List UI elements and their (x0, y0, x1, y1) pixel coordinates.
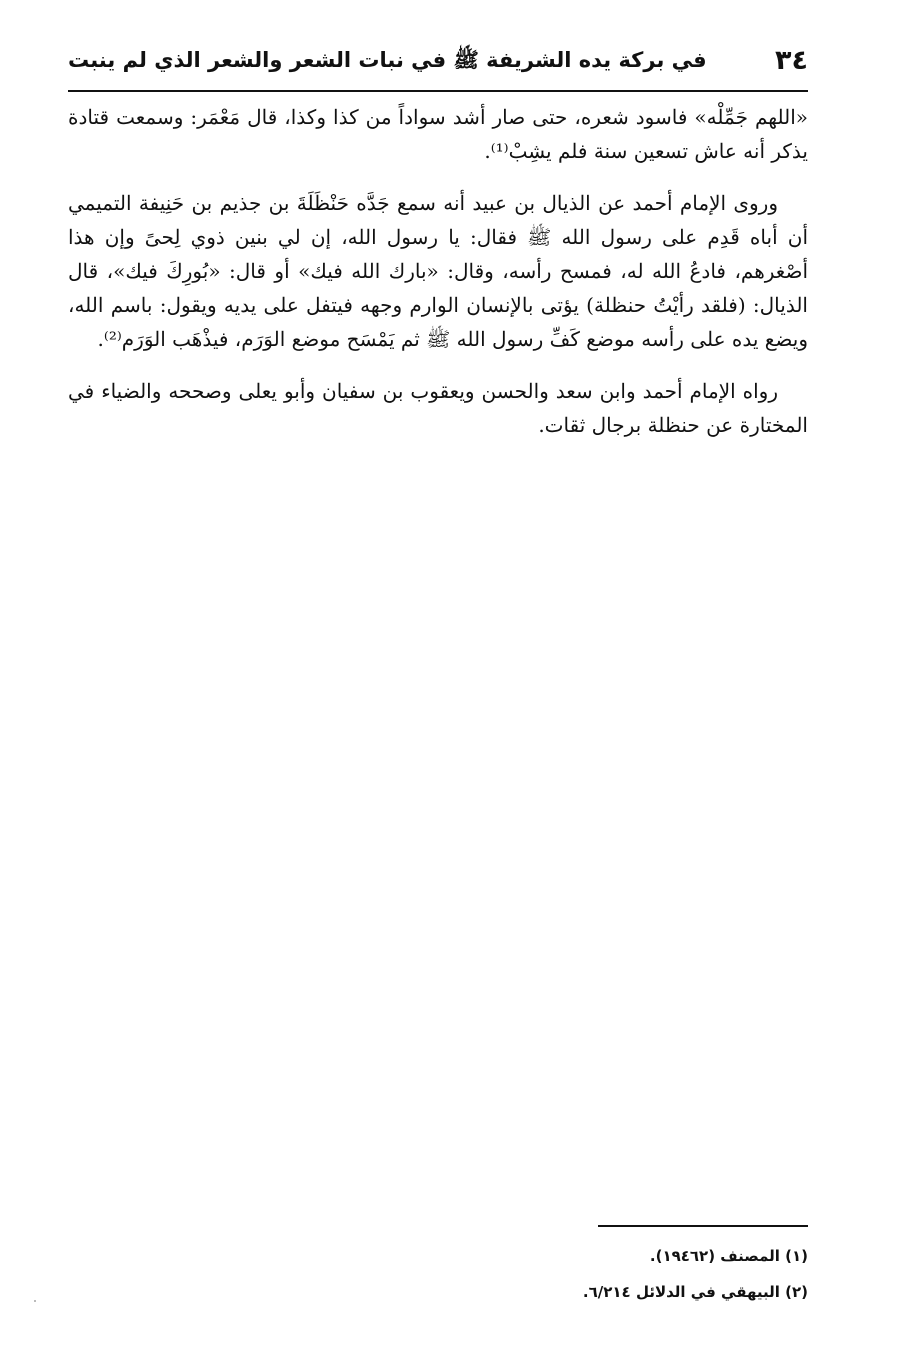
paragraph: رواه الإمام أحمد وابن سعد والحسن ويعقوب بن سفيان وأبو يعلى وصححه والضياء في المختارة عن حنظلة برجال ثقات. (68, 379, 808, 437)
footnotes (68, 1238, 808, 1310)
running-title: في بركة يده الشريفة ﷺ في نبات الشعر والشعر الذي لم ينبت (68, 47, 707, 72)
page-header (68, 38, 808, 82)
header-divider (68, 90, 808, 92)
footnote-1: (١) المصنف (١٩٤٦٢). (649, 1247, 808, 1265)
paragraph: وروى الإمام أحمد عن الذيال بن عبيد أنه سمع جَدَّه حَنْظَلَةَ بن جذيم بن حَنِيفة التميمي أن أباه قَدِم على رسول الله ﷺ فقال: يا رسول الله، إن لي بنين ذوي لِحىً وإن هذا أصْغرهم، فادعُ الله له، فمسح رأسه، وقال: «بارك الله فيك» أو قال: «بُورِكَ فيك»، قال الذيال: (فلقد رأيْتُ حنظلة) يؤتى بالإنسان الوارم وجهه فيتفل على يديه ويقول: باسم الله، ويضع يده على رأسه موضع كَفِّ رسول الله ﷺ ثم يَمْسَح موضع الوَرَم، فيذْهَب الوَرَم⁽²⁾. (68, 191, 808, 351)
footnote-divider (598, 1225, 808, 1227)
page-number: ٣٤ (775, 44, 808, 76)
footnote-2: (٢) البيهقي في الدلائل ٦/٢١٤. (582, 1283, 808, 1301)
main-text (68, 100, 808, 460)
scan-speck (34, 1300, 36, 1302)
paragraph: «اللهم جَمِّلْه» فاسود شعره، حتى صار أشد سواداً من كذا وكذا، قال مَعْمَر: وسمعت قتادة يذكر أنه عاش تسعين سنة فلم يشِبْ⁽¹⁾. (68, 105, 808, 163)
